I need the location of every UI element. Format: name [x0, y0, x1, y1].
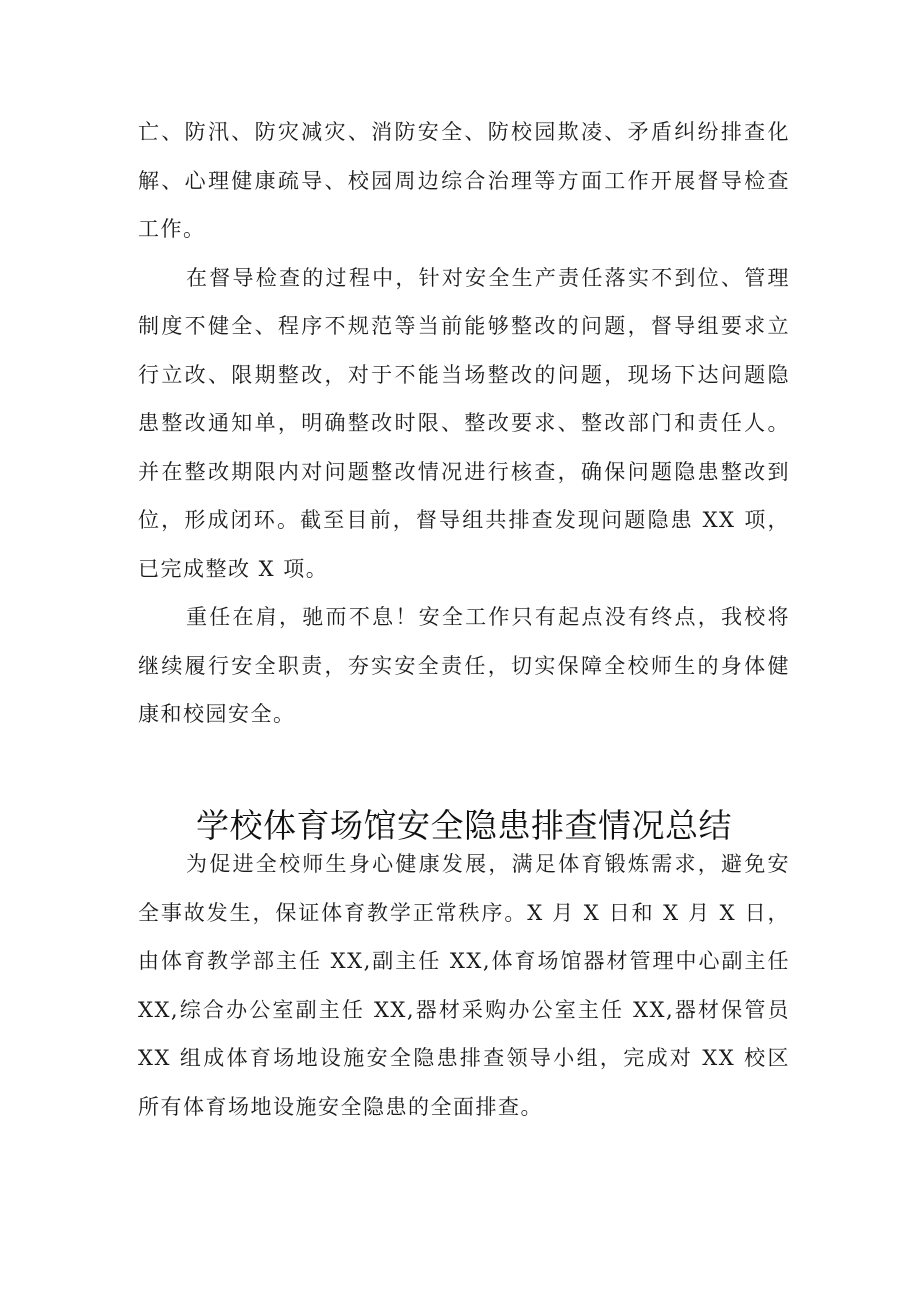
- section-2-body: [138, 840, 790, 1131]
- paragraph-continuation: 亡、防汛、防灾减灾、消防安全、防校园欺凌、矛盾纠纷排查化解、心理健康疏导、校园周边综合治理等方面工作开展督导检查工作。: [138, 120, 790, 241]
- paragraph-conclusion: 重任在肩，驰而不息！安全工作只有起点没有终点，我校将继续履行安全职责，夯实安全责任，切实保障全校师生的身体健康和校园安全。: [138, 605, 790, 726]
- section-2-title: 学校体育场馆安全隐患排查情况总结: [196, 806, 732, 845]
- section-1-body: [138, 108, 790, 739]
- paragraph-intro: 为促进全校师生身心健康发展，满足体育锻炼需求，避免安全事故发生，保证体育教学正常秩序。X 月 X 日和 X 月 X 日，由体育教学部主任 XX,副主任 XX,体育场馆器材管理中心副主任 XX,综合办公室副主任 XX,器材采购办公室主任 XX,器材保管员 XX 组成体育场地设施安全隐患排查领导小组，完成对 XX 校区所有体育场地设施安全隐患的全面排查。: [138, 852, 790, 1119]
- paragraph-inspection-process: 在督导检查的过程中，针对安全生产责任落实不到位、管理制度不健全、程序不规范等当前能够整改的问题，督导组要求立行立改、限期整改，对于不能当场整改的问题，现场下达问题隐患整改通知单，明确整改时限、整改要求、整改部门和责任人。并在整改期限内对问题整改情况进行核查，确保问题隐患整改到位，形成闭环。截至目前，督导组共排查发现问题隐患 XX 项，已完成整改 X 项。: [138, 265, 790, 581]
